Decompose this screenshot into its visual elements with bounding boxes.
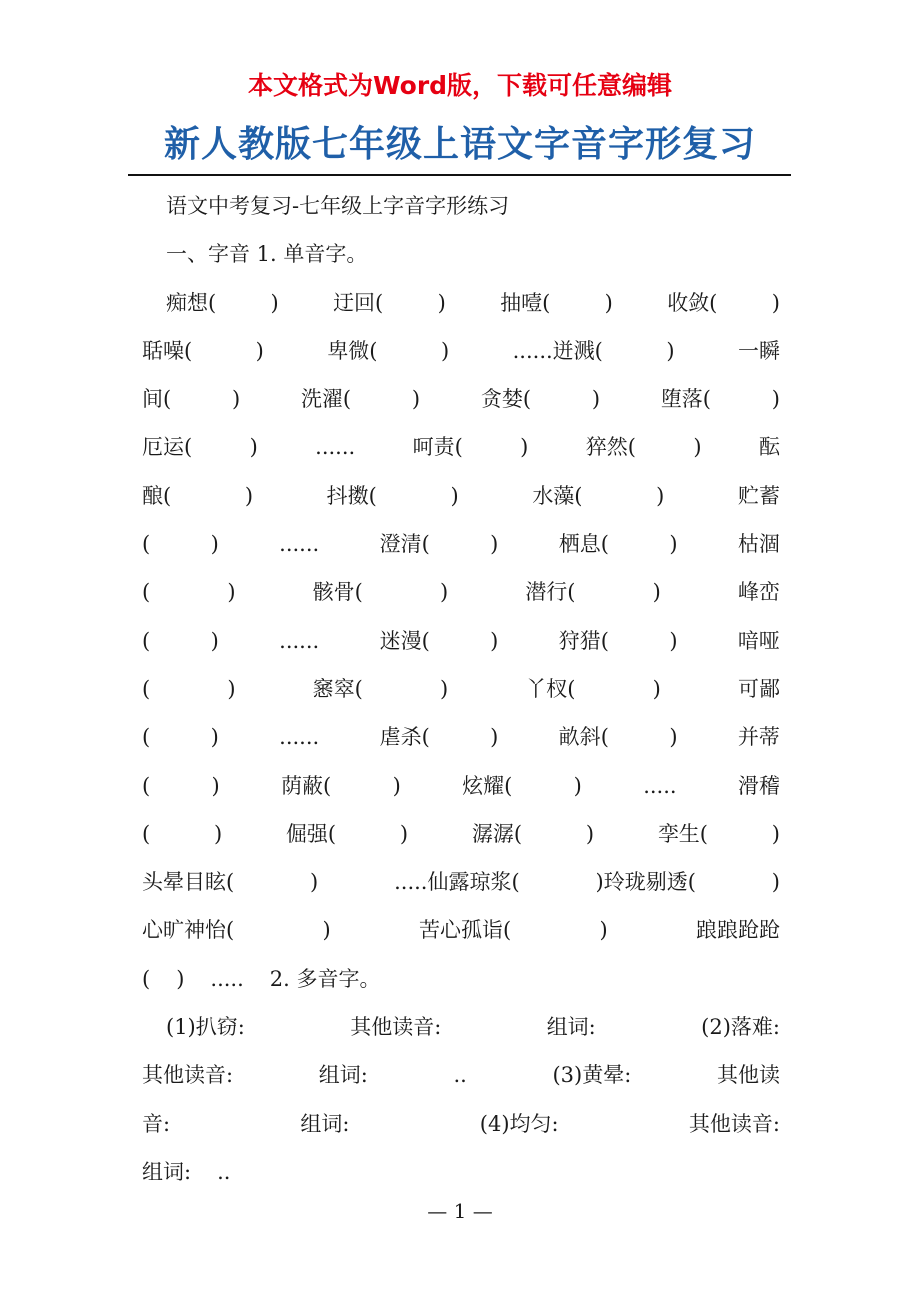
text-segment: ): [771, 821, 780, 846]
text-segment: .....: [643, 773, 677, 798]
text-segment: 潺潺(: [471, 821, 523, 846]
text-segment: ): [213, 821, 223, 846]
text-segment: 呵责(: [412, 435, 463, 460]
text-segment: 苦心孤诣(: [419, 918, 512, 943]
text-segment: 卑微(: [327, 338, 378, 363]
text-segment: (2)落难:: [701, 1015, 780, 1040]
text-line: [142, 423, 780, 471]
text-segment: 其他读音:: [142, 1063, 234, 1088]
document-body: [142, 182, 780, 1196]
text-segment: 喑哑: [737, 628, 780, 653]
text-segment: 头晕目眩(: [142, 870, 235, 895]
text-segment: .....仙露琼浆(: [394, 870, 520, 895]
text-segment: ): [437, 290, 446, 315]
text-segment: 潜行(: [525, 580, 576, 605]
text-segment: ): [693, 435, 702, 460]
text-line: [142, 327, 780, 375]
text-segment: (1)扒窃:: [166, 1015, 245, 1040]
text-segment: ): [270, 290, 279, 315]
text-segment: 踉踉跄跄: [696, 918, 780, 943]
text-segment: 洗濯(: [300, 387, 352, 412]
text-segment: ..: [217, 1159, 231, 1184]
text-segment: ): [210, 532, 219, 557]
text-line: [142, 182, 780, 230]
text-segment: 酝: [758, 435, 780, 460]
text-segment: 组词:: [546, 1015, 596, 1040]
text-segment: 澄清(: [379, 532, 430, 557]
text-segment: (: [142, 580, 151, 605]
text-line: [142, 520, 780, 568]
text-segment: 炫耀(: [462, 773, 513, 798]
text-segment: 迂回(: [333, 290, 384, 315]
text-segment: (: [142, 532, 151, 557]
text-segment: 一瞬: [737, 338, 780, 363]
text-segment: 骸骨(: [312, 580, 363, 605]
text-segment: 组词:: [318, 1063, 368, 1088]
text-segment: ): [585, 821, 595, 846]
text-segment: ): [604, 290, 613, 315]
text-segment: 间(: [142, 387, 172, 412]
text-segment: ): [411, 387, 421, 412]
text-segment: 水藻(: [532, 483, 583, 508]
text-segment: (: [142, 628, 151, 653]
text-line: [142, 230, 780, 278]
text-segment: ): [669, 532, 678, 557]
text-segment: ): [210, 725, 219, 750]
text-segment: ): [771, 870, 780, 895]
page-number: — 1 —: [427, 1199, 493, 1223]
text-line: [142, 713, 780, 761]
text-segment: 酿(: [142, 483, 172, 508]
text-segment: 组词:: [300, 1111, 350, 1136]
text-segment: ): [666, 338, 675, 363]
text-segment: ): [520, 435, 529, 460]
text-segment: (: [142, 966, 151, 991]
text-segment: (: [142, 821, 151, 846]
text-segment: 收敛(: [667, 290, 718, 315]
text-segment: ): [591, 387, 601, 412]
text-segment: 栖息(: [558, 532, 609, 557]
text-segment: ): [490, 532, 499, 557]
text-segment: ): [490, 725, 499, 750]
text-segment: 枯涸: [737, 532, 780, 557]
text-segment: ): [490, 628, 499, 653]
text-line: [142, 906, 780, 954]
text-segment: 孪生(: [657, 821, 709, 846]
document-title: 新人教版七年级上语文字音字形复习: [163, 123, 756, 165]
text-segment: 抽噎(: [500, 290, 551, 315]
text-segment: ): [599, 918, 608, 943]
text-line: [142, 375, 780, 423]
text-segment: ..: [453, 1063, 467, 1088]
text-segment: 可鄙: [737, 676, 780, 701]
text-segment: 其他读音:: [688, 1111, 780, 1136]
text-segment: ): [652, 676, 661, 701]
text-segment: ): [244, 483, 254, 508]
text-line: [142, 1051, 780, 1099]
text-segment: ): [652, 580, 661, 605]
download-notice-banner: 本文格式为Word版，下载可任意编辑: [247, 71, 673, 100]
text-segment: 抖擞(: [326, 483, 377, 508]
text-segment: (3)黄晕:: [552, 1063, 632, 1088]
text-segment: ......: [279, 725, 320, 750]
text-segment: ): [249, 435, 258, 460]
text-segment: ......: [279, 532, 320, 557]
text-segment: 语文中考复习-七年级上字音字形练习: [166, 194, 510, 218]
text-segment: 厄运(: [142, 435, 193, 460]
text-segment: ): [450, 483, 459, 508]
text-segment: 痴想(: [166, 290, 217, 315]
text-line: [142, 1003, 780, 1051]
text-line: [142, 665, 780, 713]
text-segment: ): [231, 387, 241, 412]
text-segment: ): [210, 628, 219, 653]
text-segment: ): [771, 387, 780, 412]
text-segment: 畝斜(: [558, 725, 609, 750]
text-line: [142, 1100, 780, 1148]
text-segment: 窸窣(: [312, 676, 363, 701]
text-segment: (: [142, 725, 151, 750]
text-segment: ......: [315, 435, 356, 460]
text-segment: 贮蓄: [737, 483, 780, 508]
text-segment: ): [439, 580, 449, 605]
text-segment: ): [310, 870, 319, 895]
text-line: [142, 617, 780, 665]
text-line: [142, 472, 780, 520]
text-segment: ......: [279, 628, 320, 653]
text-segment: 2. 多音字。: [269, 966, 381, 991]
text-segment: 倔强(: [285, 821, 337, 846]
text-segment: 丫杈(: [525, 676, 576, 701]
text-segment: 峰峦: [737, 580, 780, 605]
text-segment: 猝然(: [585, 435, 636, 460]
title-divider: [128, 174, 791, 176]
text-segment: 聒噪(: [142, 338, 193, 363]
text-segment: ): [440, 338, 450, 363]
text-segment: 一、字音 1. 单音字。: [166, 242, 368, 267]
text-segment: ): [322, 918, 331, 943]
text-segment: .....: [210, 966, 244, 991]
text-segment: ): [399, 821, 409, 846]
text-segment: 贪婪(: [480, 387, 532, 412]
text-segment: ): [255, 338, 264, 363]
text-segment: ): [771, 290, 780, 315]
text-line: [142, 1148, 780, 1196]
text-segment: ): [176, 966, 185, 991]
text-segment: ): [656, 483, 665, 508]
text-line: [142, 955, 780, 1003]
text-segment: ): [573, 773, 582, 798]
text-segment: ): [669, 725, 678, 750]
text-line: [142, 858, 780, 906]
text-line: [142, 762, 780, 810]
text-segment: (: [142, 676, 151, 701]
text-segment: 其他读: [716, 1063, 780, 1088]
text-segment: (: [142, 773, 151, 798]
text-segment: 心旷神怡(: [142, 918, 235, 943]
text-line: [142, 568, 780, 616]
text-segment: 其他读音:: [350, 1015, 442, 1040]
text-segment: 组词:: [142, 1159, 192, 1184]
text-segment: 音:: [142, 1111, 171, 1136]
text-line: [142, 810, 780, 858]
text-segment: 并蒂: [737, 725, 780, 750]
text-segment: 迷漫(: [379, 628, 430, 653]
text-segment: 荫蔽(: [281, 773, 332, 798]
text-segment: 虐杀(: [379, 725, 430, 750]
text-segment: ): [227, 580, 236, 605]
text-line: [142, 279, 780, 327]
text-segment: ): [211, 773, 220, 798]
text-segment: 狩猎(: [558, 628, 609, 653]
text-segment: )玲珑剔透(: [595, 870, 696, 895]
text-segment: ): [227, 676, 236, 701]
text-segment: (4)均匀:: [479, 1111, 559, 1136]
text-segment: ): [439, 676, 449, 701]
text-segment: ): [392, 773, 401, 798]
text-segment: 滑稽: [737, 773, 780, 798]
text-segment: 堕落(: [660, 387, 712, 412]
text-segment: ......迸溅(: [512, 338, 603, 363]
text-segment: ): [669, 628, 678, 653]
